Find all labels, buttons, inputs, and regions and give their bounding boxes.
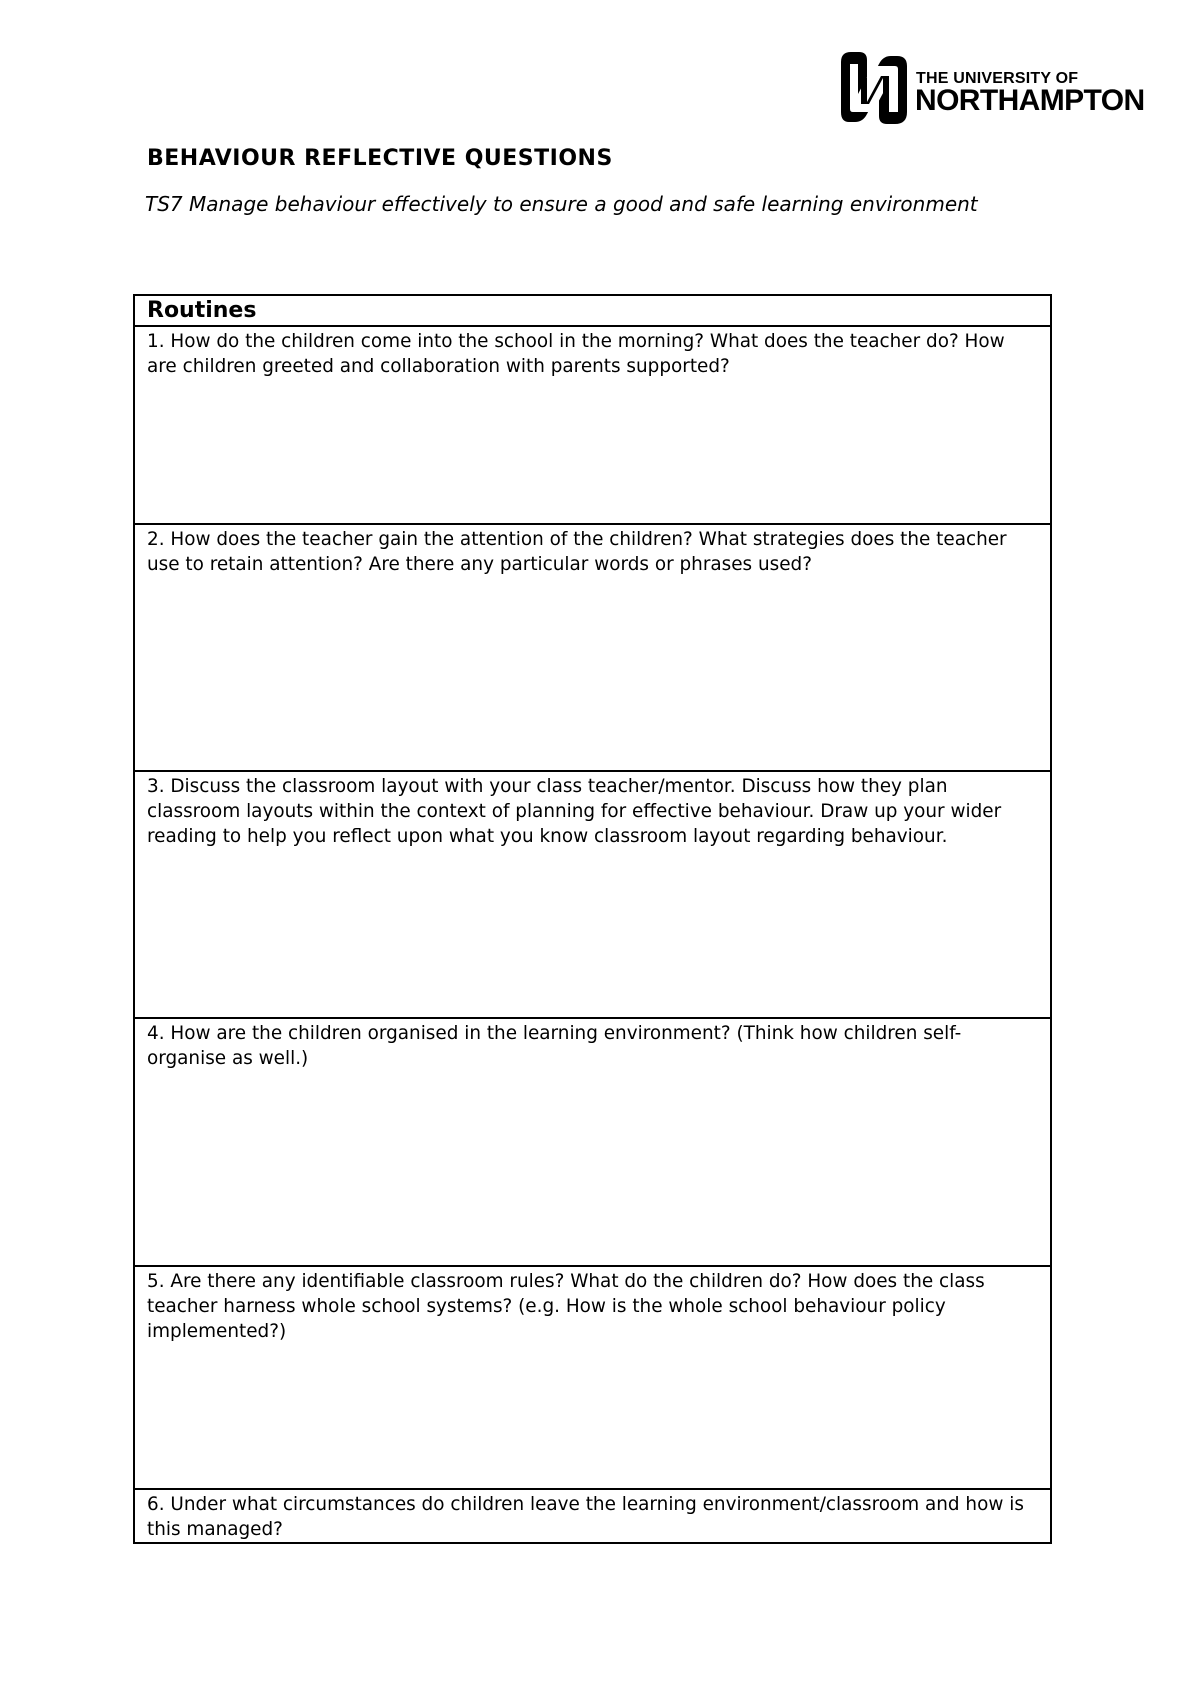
- logo-text-line1: THE UNIVERSITY OF: [916, 70, 1079, 87]
- logo-text-line2: NORTHAMPTON: [915, 84, 1145, 117]
- page-subtitle: TS7 Manage behaviour effectively to ensure a good and safe learning environment: [145, 192, 978, 216]
- university-logo: [837, 50, 1159, 128]
- question-row-5[interactable]: 5. Are there any identifiable classroom rules? What do the children do? How does the class teacher harness whole school systems? (e.g. How is the whole school behaviour policy implemented?): [135, 1267, 1050, 1490]
- question-row-4[interactable]: 4. How are the children organised in the learning environment? (Think how children self-organise as well.): [135, 1019, 1050, 1267]
- section-header: Routines: [135, 296, 1050, 327]
- questions-table: [133, 294, 1052, 1544]
- question-row-2[interactable]: 2. How does the teacher gain the attention of the children? What strategies does the teacher use to retain attention? Are there any particular words or phrases used?: [135, 525, 1050, 772]
- question-row-6[interactable]: 6. Under what circumstances do children leave the learning environment/classroom and how is this managed?: [147, 1494, 1024, 1540]
- question-row-3[interactable]: 3. Discuss the classroom layout with your class teacher/mentor. Discuss how they plan classroom layouts within the context of planning for effective behaviour. Draw up your wider reading to help you reflect upon what you know classroom layout regarding behaviour.: [135, 772, 1050, 1019]
- question-row-1[interactable]: 1. How do the children come into the school in the morning? What does the teacher do? How are children greeted and collaboration with parents supported?: [135, 327, 1050, 525]
- page-title: BEHAVIOUR REFLECTIVE QUESTIONS: [147, 146, 613, 171]
- northampton-emblem-icon: [837, 50, 909, 128]
